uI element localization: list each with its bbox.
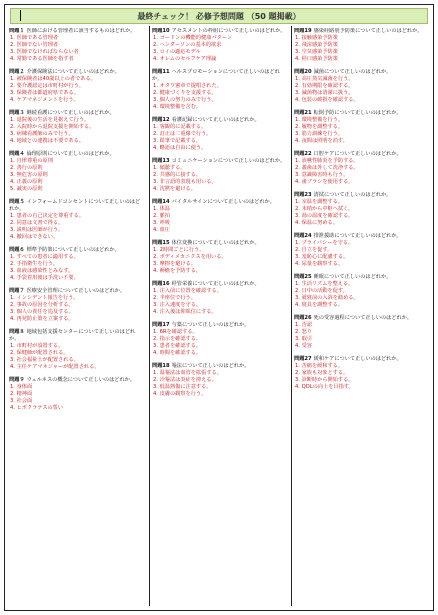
option-list <box>294 281 430 309</box>
question-block <box>152 240 288 275</box>
answer-option: 1. 6Rを確認する。 <box>153 329 198 335</box>
question-block <box>9 28 145 63</box>
answer-option: 3. 空気感染予防策 <box>295 49 338 55</box>
question-number: 問題19 <box>294 28 312 34</box>
option-list <box>9 35 145 63</box>
question-text <box>9 151 145 158</box>
question-number: 問題９ <box>9 377 25 383</box>
answer-option: 3. 滅菌物は清潔に扱う。 <box>295 90 354 96</box>
question-block <box>9 69 145 104</box>
question-text <box>152 322 288 329</box>
answer-option: 1. ゴードンの機能的健康パターン <box>153 35 233 41</box>
question-text <box>294 356 430 363</box>
answer-option: 4. 尿量を観察する。 <box>295 261 344 267</box>
question-stem: 罨法について正しいのはどれか。 <box>171 363 250 369</box>
answer-option: 3. 取引 <box>295 336 312 342</box>
answer-option: 2. 怒り <box>295 329 312 335</box>
question-stem: 感染経路別予防策について正しいのはどれか。 <box>313 28 423 34</box>
answer-option: 2. ボディメカニクスを用いる。 <box>153 254 227 260</box>
answer-option: 4. 包装の破損を確認する。 <box>295 97 359 103</box>
answer-option: 1. 退院後の生活を見据えて行う。 <box>10 117 90 123</box>
answer-option: 4. ケアマネジメントを行う。 <box>10 97 79 103</box>
answer-option: 1. 自律尊重の原則 <box>10 158 53 164</box>
answer-option: 3. 医師でなければならない者 <box>10 49 79 55</box>
answer-option: 4. 地域との連携は不要である。 <box>10 138 85 144</box>
answer-option: 1. オタワ憲章で提唱された。 <box>153 83 222 89</box>
question-text <box>9 329 145 343</box>
option-list <box>9 254 145 282</box>
answer-option: 3. 社会面 <box>10 398 33 404</box>
question-number: 問題25 <box>294 274 312 280</box>
question-block <box>152 363 288 398</box>
question-stem: 転倒予防について正しいのはどれか。 <box>313 110 402 116</box>
question-stem: 医療安全管理について正しいのはどれか。 <box>26 288 126 294</box>
answer-option: 2. 善行の原則 <box>10 165 43 171</box>
option-list <box>9 295 145 323</box>
question-number: 問題15 <box>152 240 170 246</box>
question-number: 問題７ <box>9 288 25 294</box>
option-list <box>9 384 145 412</box>
answer-option: 4. 皮膚の観察を行う。 <box>153 391 207 397</box>
question-stem: 口腔ケアについて正しいのはどれか。 <box>313 151 402 157</box>
question-stem: 地域包括支援センターについて正しいのはどれか。 <box>9 329 136 342</box>
option-list <box>152 83 288 111</box>
question-stem: 標準予防策について正しいのはどれか。 <box>26 247 120 253</box>
answer-option: 1. プライバシーを守る。 <box>295 240 354 246</box>
question-text <box>152 28 288 35</box>
answer-option: 4. 受容 <box>295 343 312 349</box>
question-stem: ヘルスプロモーションについて正しいのはどれか。 <box>152 69 280 82</box>
option-list <box>152 206 288 234</box>
question-number: 問題24 <box>294 233 312 239</box>
question-block <box>152 199 288 234</box>
question-stem: バイタルサインについて正しいのはどれか。 <box>171 199 275 205</box>
question-stem: 看護記録について正しいのはどれか。 <box>171 117 260 123</box>
answer-option: 2. 履物を調整する。 <box>295 124 344 130</box>
answer-option: 4. 注入後は仰臥位にする。 <box>153 309 217 315</box>
option-list <box>152 247 288 275</box>
answer-option: 3. 保険者は都道府県である。 <box>10 90 79 96</box>
answer-option: 2. 精神面 <box>10 391 33 397</box>
question-column-2 <box>152 28 288 608</box>
option-list <box>294 158 430 186</box>
answer-option: 1. 被保険者は40歳以上の者である。 <box>10 76 96 82</box>
answer-option: 2. 指示を確認する。 <box>153 336 202 342</box>
answer-option: 1. インシデント報告を行う。 <box>10 295 79 301</box>
question-block <box>294 110 430 145</box>
answer-option: 3. 個人の責任を追及する。 <box>10 309 74 315</box>
answer-option: 2. 訂正は二重線で行う。 <box>153 131 212 137</box>
question-number: 問題11 <box>152 69 170 75</box>
answer-option: 1. 患者の自己決定を尊重する。 <box>10 213 85 219</box>
answer-option: 3. 鉛筆で記載する。 <box>153 138 202 144</box>
question-number: 問題12 <box>152 117 170 123</box>
option-list <box>152 165 288 193</box>
answer-option: 4. オレムのセルフケア理論 <box>153 56 217 62</box>
answer-option: 3. 就寝前の入浴を勧める。 <box>295 295 359 301</box>
answer-option: 3. 非言語的表現も用いる。 <box>153 179 217 185</box>
question-number: 問題21 <box>294 110 312 116</box>
option-list <box>9 343 145 371</box>
answer-option: 3. 羞恥心に配慮する。 <box>295 254 349 260</box>
question-block <box>294 233 430 268</box>
question-stem: コミュニケーションについて正しいのはどれか。 <box>171 158 286 164</box>
text-cursor <box>20 10 21 21</box>
answer-option: 4. 手袋着用後は手洗い不要。 <box>10 275 79 281</box>
question-text <box>294 151 430 158</box>
answer-option: 4. 撤回はできない。 <box>10 234 59 240</box>
answer-option: 1. 注入前に位置を確認する。 <box>153 288 222 294</box>
answer-option: 3. 個人の努力のみで行う。 <box>153 97 217 103</box>
option-list <box>152 329 288 357</box>
question-stem: 緩和ケアについて正しいのはどれか。 <box>313 356 402 362</box>
question-text <box>294 315 430 322</box>
question-block <box>9 151 145 193</box>
answer-option: 5. 誠実の原則 <box>10 186 43 192</box>
question-text <box>9 288 145 295</box>
answer-option: 1. 誤嚥性肺炎を予防する。 <box>295 158 359 164</box>
answer-option: 3. 診断時から開始する。 <box>295 377 354 383</box>
question-stem: インフォームドコンセントについて正しいのはどれか。 <box>9 199 141 212</box>
answer-option: 3. 無危害の原則 <box>10 172 48 178</box>
answer-option: 4. 再発防止策を立案する。 <box>10 316 74 322</box>
answer-option: 1. 高圧蒸気滅菌を行う。 <box>295 76 354 82</box>
question-block <box>294 315 430 350</box>
question-text <box>152 199 288 206</box>
question-stem: 与薬について正しいのはどれか。 <box>171 322 250 328</box>
option-list <box>9 213 145 241</box>
question-block <box>152 117 288 152</box>
answer-option: 1. 接触感染予防策 <box>295 35 338 41</box>
answer-option: 2. 日中の活動を促す。 <box>295 288 348 294</box>
question-text <box>294 274 430 281</box>
question-text <box>294 110 430 117</box>
question-block <box>152 158 288 193</box>
question-number: 問題１ <box>9 28 25 34</box>
option-list <box>9 117 145 145</box>
question-number: 問題17 <box>152 322 170 328</box>
question-block <box>9 288 145 323</box>
question-number: 問題23 <box>294 192 312 198</box>
question-text <box>152 117 288 124</box>
question-text <box>9 199 145 213</box>
answer-option: 2. 保健師が配置される。 <box>10 350 69 356</box>
question-text <box>152 363 288 370</box>
question-text <box>294 28 430 35</box>
answer-option: 4. 夜間は照明を消す。 <box>295 138 348 144</box>
option-list <box>294 35 430 63</box>
answer-option: 3. 湯の温度を確認する。 <box>295 213 354 219</box>
answer-option: 1. すべての患者に適用する。 <box>10 254 79 260</box>
answer-option: 4. 歯ブラシを使用する。 <box>295 179 354 185</box>
answer-option: 1. 体温 <box>153 206 170 212</box>
answer-option: 3. 呼吸 <box>153 220 170 226</box>
question-stem: 睡眠について正しいのはどれか。 <box>313 274 392 280</box>
answer-option: 2. 義歯は外して洗浄する。 <box>295 165 359 171</box>
question-block <box>294 69 430 104</box>
answer-option: 4. 褥瘡を予防する。 <box>153 268 202 274</box>
question-block <box>152 322 288 357</box>
question-text <box>294 192 430 199</box>
answer-option: 4. 保温に努める。 <box>295 220 338 226</box>
answer-option: 2. 家族も対象とする。 <box>295 370 349 376</box>
answer-option: 2. 有効期限を確認する。 <box>295 83 354 89</box>
answer-option: 2. 末梢から中枢へ拭く。 <box>295 206 354 212</box>
answer-option: 3. 筋力訓練を行う。 <box>295 131 344 137</box>
answer-option: 1. 市町村が設置する。 <box>10 343 64 349</box>
question-number: 問題５ <box>9 199 25 205</box>
answer-option: 2. 健康づくりを支援する。 <box>153 90 217 96</box>
question-stem: 体位変換について正しいのはどれか。 <box>171 240 260 246</box>
answer-option: 4. 寝具を調整する。 <box>295 302 344 308</box>
answer-option: 4. 時間を確認する。 <box>153 350 202 356</box>
question-number: 問題22 <box>294 151 312 157</box>
question-block <box>9 110 145 145</box>
question-text <box>9 110 145 117</box>
option-list <box>294 240 430 268</box>
question-number: 問題10 <box>152 28 170 34</box>
answer-option: 1. 室温を調整する。 <box>295 199 344 205</box>
question-stem: 介護保険法について正しいのはどれか。 <box>26 69 120 75</box>
question-block <box>294 274 430 309</box>
question-number: 問題20 <box>294 69 312 75</box>
question-stem: 医師における管理者に該当するものはどれか。 <box>26 28 136 34</box>
question-block <box>152 69 288 111</box>
question-number: 問題26 <box>294 315 312 321</box>
question-column-1 <box>9 28 145 608</box>
answer-option: 2. 自立を促す。 <box>295 247 333 253</box>
answer-option: 1. 否認 <box>295 322 312 328</box>
answer-option: 2. 医師でない管理者 <box>10 42 59 48</box>
answer-option: 3. 社会福祉士が配置される。 <box>10 357 79 363</box>
question-stem: 清拭について正しいのはどれか。 <box>313 192 392 198</box>
page-title-text: 最終チェック！ 必修予想問題 （50 題掲載） <box>137 12 301 21</box>
question-number: 問題27 <box>294 356 312 362</box>
question-number: 問題４ <box>9 151 25 157</box>
question-text <box>9 247 145 254</box>
option-list <box>152 124 288 152</box>
question-block <box>152 28 288 63</box>
answer-option: 3. 意識障害時も行う。 <box>295 172 349 178</box>
question-stem: 排泄援助について正しいのはどれか。 <box>313 233 402 239</box>
question-block <box>9 329 145 371</box>
question-columns <box>9 28 427 608</box>
answer-option: 1. 身体面 <box>10 384 33 390</box>
question-block <box>294 28 430 63</box>
answer-option: 4. QOLの向上を目指す。 <box>295 384 354 390</box>
question-block <box>9 377 145 412</box>
option-list <box>152 35 288 63</box>
question-stem: ウェルネスの概念について正しいのはどれか。 <box>26 377 136 383</box>
question-text <box>152 281 288 288</box>
answer-option: 2. 同意は文書で得る。 <box>10 220 64 226</box>
question-number: 問題２ <box>9 69 25 75</box>
question-block <box>294 356 430 391</box>
answer-option: 4. 略語は自由に使う。 <box>153 145 207 151</box>
answer-option: 2. 入院時から退院支援を開始する。 <box>10 124 95 130</box>
option-list <box>9 76 145 104</box>
question-text <box>294 69 430 76</box>
question-text <box>152 69 288 83</box>
question-text <box>9 28 145 35</box>
question-stem: 死の受容過程について正しいのはどれか。 <box>313 315 413 321</box>
question-number: 問題16 <box>152 281 170 287</box>
answer-option: 4. ヒポクラテスの誓い <box>10 405 64 411</box>
option-list <box>294 322 430 350</box>
question-text <box>9 377 145 384</box>
question-column-3 <box>294 28 430 608</box>
question-number: 問題３ <box>9 110 25 116</box>
answer-option: 3. 低温熱傷に注意する。 <box>153 384 212 390</box>
option-list <box>9 158 145 193</box>
answer-option: 2. 要介護認定は市町村が行う。 <box>10 83 85 89</box>
question-text <box>294 233 430 240</box>
question-text <box>152 240 288 247</box>
answer-option: 4. 正義の原則 <box>10 179 43 185</box>
answer-option: 2. 冷罨法は炎症を抑える。 <box>153 377 217 383</box>
answer-option: 4. 沈黙を避ける。 <box>153 186 196 192</box>
answer-option: 1. 医師である管理者 <box>10 35 59 41</box>
answer-option: 2. 共感的に接する。 <box>153 172 202 178</box>
answer-option: 2. 事故の原因を分析する。 <box>10 302 74 308</box>
option-list <box>294 117 430 145</box>
answer-option: 3. 説明は医師が行う。 <box>10 227 64 233</box>
question-number: 問題18 <box>152 363 170 369</box>
question-stem: 滅菌について正しいのはどれか。 <box>313 69 392 75</box>
answer-option: 2. 手指衛生を行う。 <box>10 261 59 267</box>
option-list <box>294 76 430 104</box>
answer-option: 3. 患者を確認する。 <box>153 343 202 349</box>
question-block <box>294 151 430 186</box>
answer-option: 1. 温罨法は血管を拡張する。 <box>153 370 222 376</box>
answer-option: 4. 血圧 <box>153 227 170 233</box>
question-block <box>294 192 430 227</box>
question-number: 問題13 <box>152 158 170 164</box>
answer-option: 1. 生活リズムを整える。 <box>295 281 354 287</box>
answer-option: 3. 摩擦を避ける。 <box>153 261 196 267</box>
page-title <box>10 8 428 24</box>
question-stem: 継続看護について正しいのはどれか。 <box>26 110 115 116</box>
answer-option: 4. 主任ケアマネジャーが配置される。 <box>10 364 100 370</box>
answer-option: 2. 半座位で行う。 <box>153 295 196 301</box>
answer-option: 1. 環境整備を行う。 <box>295 117 344 123</box>
question-stem: 経管栄養について正しいのはどれか。 <box>171 281 260 287</box>
answer-option: 4. 環境整備を含む。 <box>153 104 202 110</box>
answer-option: 2. ヘンダーソンの基本的欲求 <box>153 42 222 48</box>
answer-option: 4. 経口感染予防策 <box>295 56 338 62</box>
answer-option: 4. 常勤である医師を指す者 <box>10 56 74 62</box>
question-block <box>152 281 288 316</box>
option-list <box>294 363 430 391</box>
answer-option: 1. 2時間ごとに行う。 <box>153 247 205 253</box>
option-list <box>294 199 430 227</box>
question-number: 問題６ <box>9 247 25 253</box>
answer-option: 3. 注入速度を守る。 <box>153 302 202 308</box>
question-block <box>9 247 145 282</box>
answer-option: 3. ロイの適応モデル <box>153 49 201 55</box>
option-list <box>152 288 288 316</box>
question-text <box>152 158 288 165</box>
answer-option: 1. 客観的に記載する。 <box>153 124 207 130</box>
question-stem: アセスメントの枠組について正しいのはどれか。 <box>171 28 286 34</box>
question-stem: 倫理原則について正しいのはどれか。 <box>26 151 115 157</box>
question-block <box>9 199 145 241</box>
answer-option: 1. 苦痛を緩和する。 <box>295 363 344 369</box>
question-text <box>9 69 145 76</box>
answer-option: 2. 脈拍 <box>153 213 170 219</box>
question-number: 問題８ <box>9 329 25 335</box>
answer-option: 3. 血液は感染性とみなす。 <box>10 268 74 274</box>
question-number: 問題14 <box>152 199 170 205</box>
answer-option: 2. 飛沫感染予防策 <box>295 42 338 48</box>
answer-option: 3. 病棟看護師のみで行う。 <box>10 131 74 137</box>
option-list <box>152 370 288 398</box>
answer-option: 1. 傾聴する。 <box>153 165 186 171</box>
